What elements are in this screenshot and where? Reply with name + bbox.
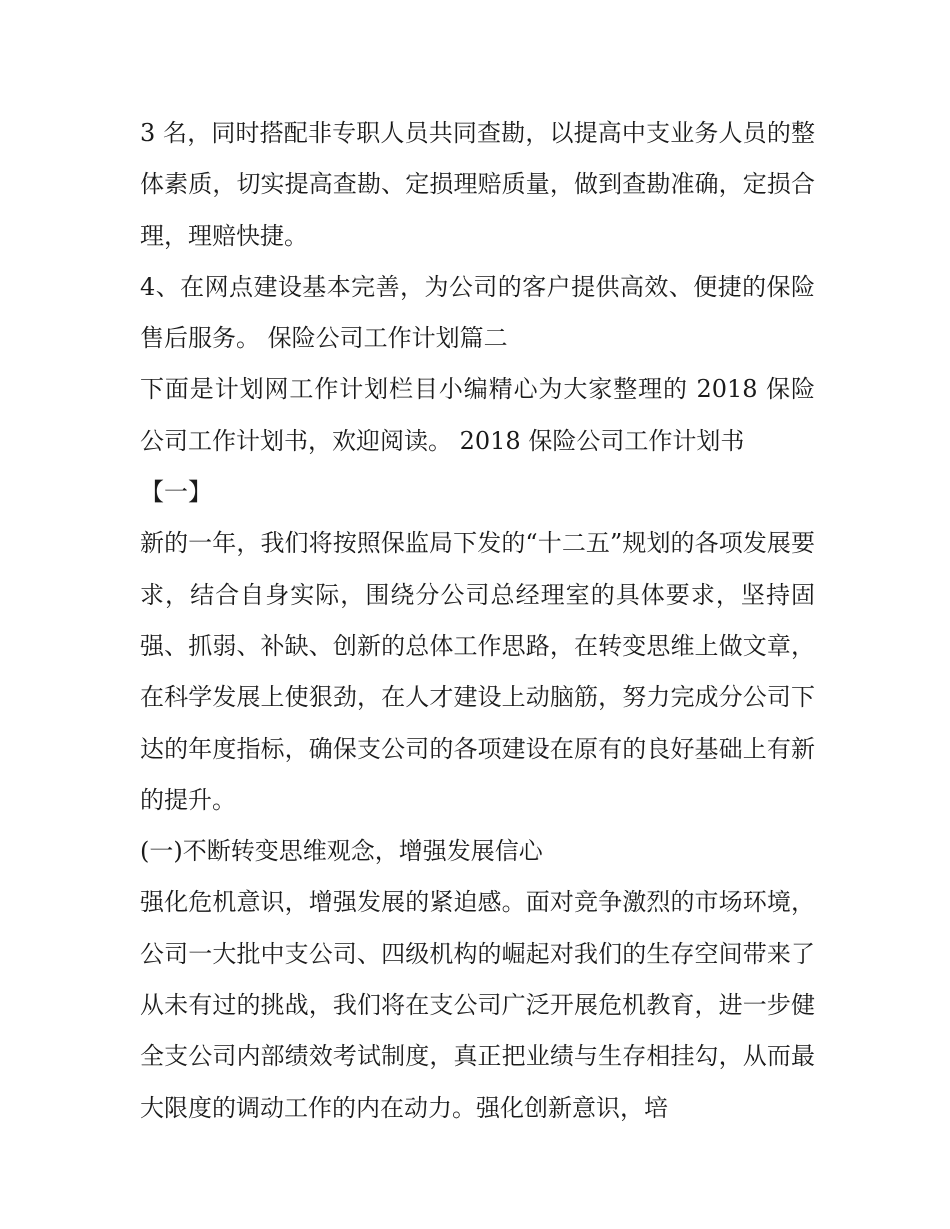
paragraph: 4、在网点建设基本完善，为公司的客户提供高效、便捷的保险售后服务。 保险公司工作计划篇二 — [140, 272, 815, 353]
paragraph: 强化危机意识，增强发展的紧迫感。面对竞争激烈的市场环境，公司一大批中支公司、四级机构的崛起对我们的生存空间带来了从未有过的挑战，我们将在支公司广泛开展危机教育，进一步健全支公司内部绩效考试制度，真正把业绩与生存相挂勾，从而最大限度的调动工作的内在动力。强化创新意识，培 — [140, 888, 815, 1122]
paragraph: 下面是计划网工作计划栏目小编精心为大家整理的 2018 保险公司工作计划书，欢迎阅读。 2018 保险公司工作计划书 — [140, 375, 815, 455]
section-heading: (一)不断转变思维观念，增强发展信心 — [140, 837, 543, 866]
paragraph: 新的一年，我们将按照保监局下发的“十二五”规划的各项发展要求，结合自身实际，围绕分公司总经理室的具体要求，坚持固强、抓弱、补缺、创新的总体工作思路，在转变思维上做文章，在科学发展上使狠劲，在人才建设上动脑筋，努力完成分公司下达的年度指标，确保支公司的各项建设在原有的良好基础上有新的提升。 — [140, 529, 815, 814]
section-marker: 【一】 — [140, 478, 212, 507]
paragraph: 3 名，同时搭配非专职人员共同查勘，以提高中支业务人员的整体素质，切实提高查勘、定损理赔质量，做到查勘准确，定损合理，理赔快捷。 — [140, 119, 815, 250]
document-body — [140, 108, 815, 1134]
